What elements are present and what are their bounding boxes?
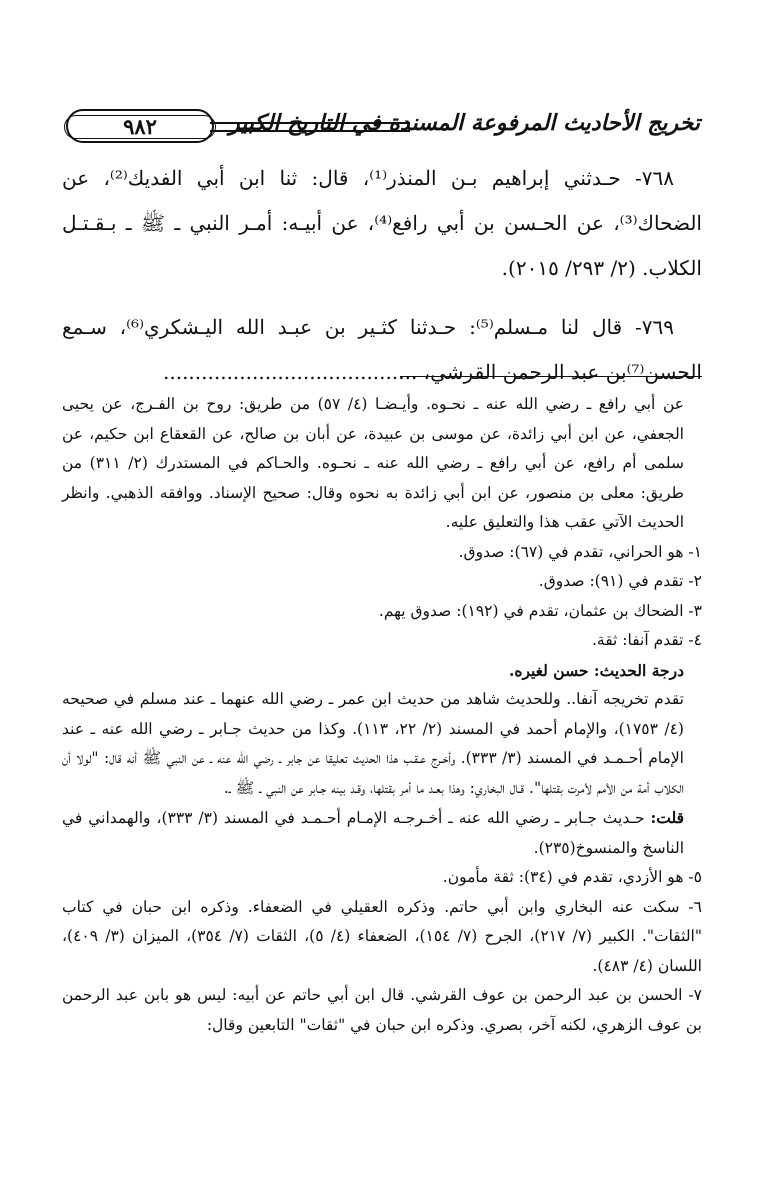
grade-text: تقدم تخريجه آنفا.. وللحديث شاهد من حديث ابن عمر ـ رضي الله عنهما ـ عند مسلم في صحيحه (٤/ ١٧٥٣)، والإمام أحمد في المسند (٢/ ٢٢، ١١٣). وكذا من حديث جـابر ـ رضي الله عنه ـ عند الإمام أحـمـد في المسند (٣/ ٣٣٣). وأخـرج عـقـب هذا الحديث تعليقا عن جابر ـ رضي الله عنه ـ عن النبي ﷺ أنه قال: "لولا أن الكلاب أمة من الأمم لأمرت بقتلها". قـال البخاري: وهذا بعـد ما أمر بقتلها، وقـد بينه جـابر عن النبي ـ ﷺ ـ.	[62, 690, 684, 797]
qultu-text: حـديث جـابر ـ رضي الله عنه ـ أخـرجـه الإمـام أحـمـد في المسند (٣/ ٣٣٣)، والهمداني في الناسخ والمنسوخ(٢٣٥).	[62, 809, 684, 857]
hadith-769: ٧٦٩- قال لنا مـسلم⁽⁵⁾: حـدثنا كثـير بن عبـد الله اليـشكري⁽⁶⁾، سـمع الحسن⁽⁷⁾بن عبد الرحمن القرشي، ........................................	[62, 315, 702, 384]
footnotes	[62, 390, 702, 1040]
running-header	[60, 108, 700, 144]
footnote-3: ٣- الضحاك بن عثمان، تقدم في (١٩٢): صدوق يهم.	[378, 601, 702, 620]
footnote-divider	[400, 376, 702, 377]
footnote-continuation: عن أبي رافع ـ رضي الله عنه ـ نحـوه. وأيـضـا (٤/ ٥٧) من طريق: روح بن الفـرج، عن يحيى الجعفي، عن ابن أبي زائدة، عن موسى بن عبيدة، عن أبان بن صالح، عن القعقاع ابن حكيم، عن سلمى أم رافع، عن أبي رافع ـ رضي الله عنه ـ نحـوه. والحـاكم في المستدرك (٢/ ٣١١) من طريق: معلى بن منصور، عن ابن أبي زائدة به نحوه وقال: صحيح الإسناد. ووافقه الذهبي. وانظر الحديث الآتي عقب هذا والتعليق عليه.	[62, 395, 685, 531]
footnote-5: ٥- هو الأزدي، تقدم في (٣٤): ثقة مأمون.	[442, 868, 702, 886]
qultu-paragraph	[62, 803, 702, 863]
qultu-label: قلت:	[650, 808, 685, 827]
page-number: ٩٨٢	[123, 113, 157, 139]
footnote-2: ٢- تقدم في (٩١): صدوق.	[538, 572, 702, 590]
footnote-4: ٤- تقدم آنفا: ثقة.	[591, 631, 702, 649]
grade-heading: درجة الحديث: حسن لغيره.	[508, 660, 684, 680]
main-text	[62, 156, 702, 409]
footnote-6: ٦- سكت عنه البخاري وابن أبي حاتم. وذكره العقيلي في الضعفاء. وذكره ابن حبان في كتاب "الثقات". الكبير (٧/ ٢١٧)، الجرح (٧/ ١٥٤)، الضعفاء (٤/ ٥)، الثقات (٧/ ٣٥٤)، الميزان (٣/ ٤٠٩)، اللسان (٤/ ٤٨٣).	[62, 897, 702, 975]
footnote-7: ٧- الحسن بن عبد الرحمن بن عوف القرشي. قال ابن أبي حاتم عن أبيه: ليس هو بابن عبد الرحمن بن عوف الزهري، لكنه آخر، بصري. وذكره ابن حبان في "ثقات" التابعين وقال:	[62, 986, 702, 1034]
page-number-badge	[66, 109, 214, 143]
header-title: تخريج الأحاديث المرفوعة المسندة في التاريخ الكبير	[229, 110, 700, 136]
footnote-1: ١- هو الحراني، تقدم في (٦٧): صدوق.	[458, 542, 702, 561]
hadith-768: ٧٦٨- حـدثني إبراهيم بـن المنذر⁽¹⁾، قال: ثنا ابن أبي الفديك⁽²⁾، عن الضحاك⁽³⁾، عن الحـسن بن أبي رافع⁽⁴⁾، عن أبيـه: أمـر النبي ـ ﷺ ـ بـقـتـل الكلاب. (٢/ ٢٩٣/ ٢٠١٥).	[62, 166, 702, 280]
